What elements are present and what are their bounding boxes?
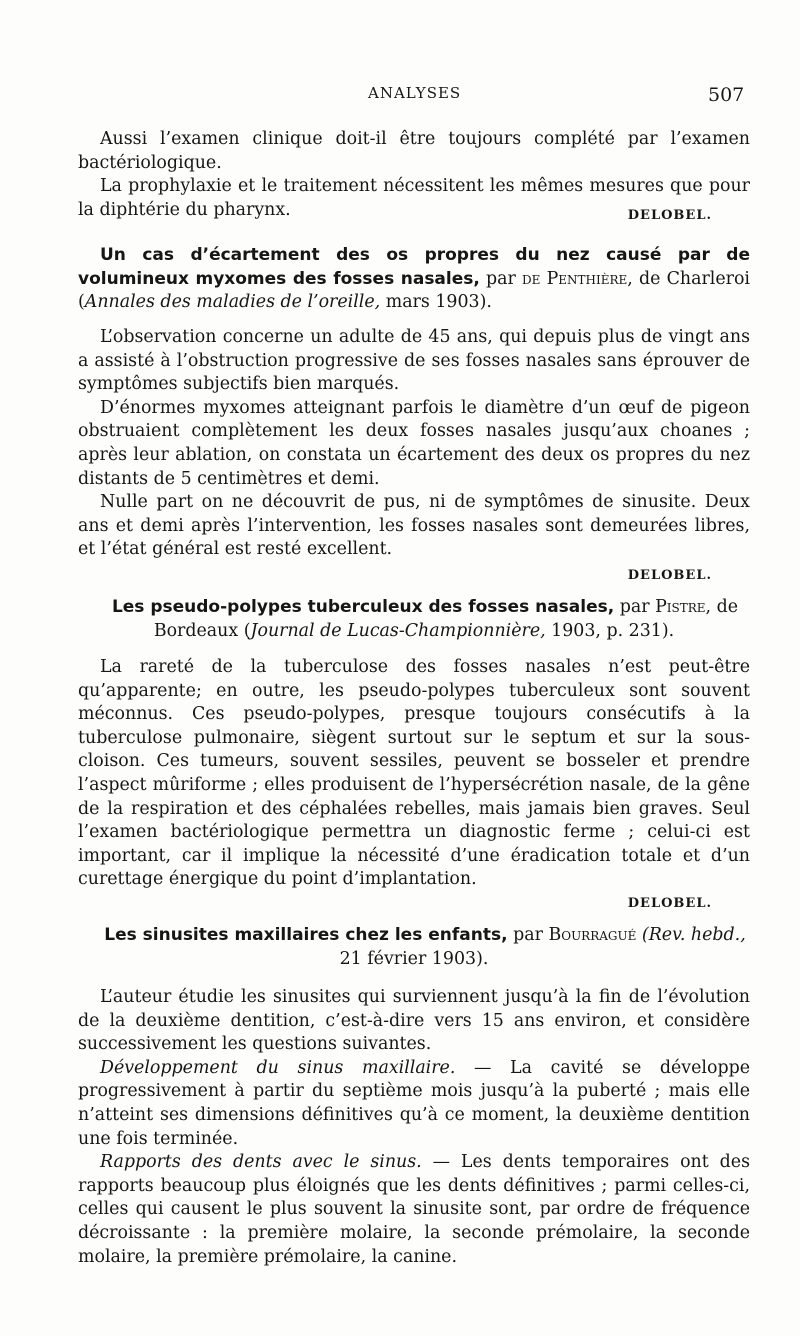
intro-signature: DELOBEL.	[627, 208, 712, 223]
page-number: 507	[708, 84, 745, 106]
article-2-body	[78, 656, 750, 892]
article-2-heading	[78, 596, 750, 643]
article-1-author-prefix: par	[486, 268, 516, 289]
article-3-paragraph-2-lead: Développement du sinus maxillaire.	[100, 1057, 456, 1078]
running-head-title: ANALYSES	[368, 84, 462, 102]
article-2-author: Pistre,	[655, 597, 712, 617]
article-2	[78, 596, 750, 643]
article-2-date: 1903, p. 231).	[551, 620, 675, 641]
intro-paragraph-1: Aussi l’examen clinique doit-il être toujours complété par l’examen bactériologique.	[78, 129, 750, 173]
article-1-heading	[78, 244, 750, 315]
article-1-author-de: de	[522, 268, 541, 289]
article-2-journal: Journal de Lucas-Championnière,	[250, 620, 546, 641]
article-1-body	[78, 326, 750, 562]
article-3-body	[78, 986, 750, 1269]
article-1-paragraph-3: Nulle part on ne découvrit de pus, ni de symptômes de sinusite. Deux ans et demi après l’intervention, les fosses nasales sont demeurées libres, et l’état général est resté excellent.	[78, 492, 750, 560]
article-3-paragraph-3	[78, 1151, 750, 1269]
running-head	[0, 84, 800, 110]
article-3-author: Bourragué	[548, 925, 637, 945]
article-1-origin: de Charleroi (	[78, 268, 750, 313]
article-1	[78, 244, 750, 315]
article-3-paragraph-3-text: — Les dents temporaires ont des rapports beaucoup plus éloignés que les dents définitives ; parmi celles-ci, celles qui causent le plus souvent la sinusite sont, par ordre de fréquence décroissante : la première molaire, la seconde prémolaire, la seconde molaire, la première prémolaire, la canine.	[78, 1152, 750, 1267]
article-2-paragraph-1: La rareté de la tuberculose des fosses nasales n’est peut-être qu’apparente; en outre, les pseudo-polypes tuberculeux sont souvent méconnus. Ces pseudo-polypes, presque toujours consécutifs à la tuberculose pulmonaire, siègent surtout sur le septum et sur la sous-cloison. Ces tumeurs, souvent sessiles, peuvent se bosseler et prendre l’aspect mûriforme ; elles produisent de l’hypersécrétion nasale, de la gêne de la respiration et des céphalées rebelles, mais jamais bien graves. Seul l’examen bactériologique permettra un diagnostic ferme ; celui-ci est important, car il implique la nécessité d’une éradication totale et d’un curettage énergique du point d’implantation.	[78, 657, 750, 890]
article-3-paragraph-2-text: — La cavité se développe progressivement à partir du septième mois jusqu’à la puberté ; mais elle n’atteint ses dimensions définitives qu’à ce moment, la deuxième dentition une fois terminée.	[78, 1057, 750, 1149]
article-1-title: Un cas d’écartement des os propres du nez causé par de volumineux myxomes des fosses nasales,	[78, 245, 750, 289]
article-3	[78, 924, 750, 971]
article-3-title: Les sinusites maxillaires chez les enfants,	[104, 925, 508, 945]
article-1-paragraph-2: D’énormes myxomes atteignant parfois le diamètre d’un œuf de pigeon obstruaient complètement les deux fosses nasales jusqu’aux choanes ; après leur ablation, on constata un écartement des deux os propres du nez distants de 5 centimètres et demi.	[78, 397, 750, 489]
article-3-paragraph-1: L’auteur étudie les sinusites qui surviennent jusqu’à la fin de l’évolution de la deuxième dentition, c’est-à-dire vers 15 ans environ, et considère successivement les questions suivantes.	[78, 987, 750, 1055]
article-3-heading	[78, 924, 750, 971]
article-3-journal: (Rev. hebd.,	[641, 925, 746, 945]
article-2-signature: DELOBEL.	[627, 896, 712, 911]
article-1-signature: DELOBEL.	[627, 568, 712, 583]
intro-paragraph-2: La prophylaxie et le traitement nécessitent les mêmes mesures que pour la diphtérie du pharynx.	[78, 176, 750, 220]
article-3-date: 21 février 1903).	[339, 948, 489, 969]
article-2-origin: de Bordeaux (	[153, 597, 739, 641]
article-3-author-prefix: par	[513, 925, 543, 945]
article-1-date: mars 1903).	[385, 292, 492, 313]
article-2-title: Les pseudo-polypes tuberculeux des fosses nasales,	[111, 597, 615, 617]
article-3-paragraph-3-lead: Rapports des dents avec le sinus.	[100, 1152, 422, 1173]
article-3-paragraph-2	[78, 1057, 750, 1151]
article-2-author-prefix: par	[619, 597, 650, 617]
article-1-paragraph-1: L’observation concerne un adulte de 45 ans, qui depuis plus de vingt ans a assisté à l’obstruction progressive de ses fosses nasales sans éprouver de symptômes subjectifs bien marqués.	[78, 327, 750, 395]
article-1-journal: Annales des maladies de l’oreille,	[84, 292, 381, 313]
article-1-author: Penthière,	[546, 268, 633, 289]
